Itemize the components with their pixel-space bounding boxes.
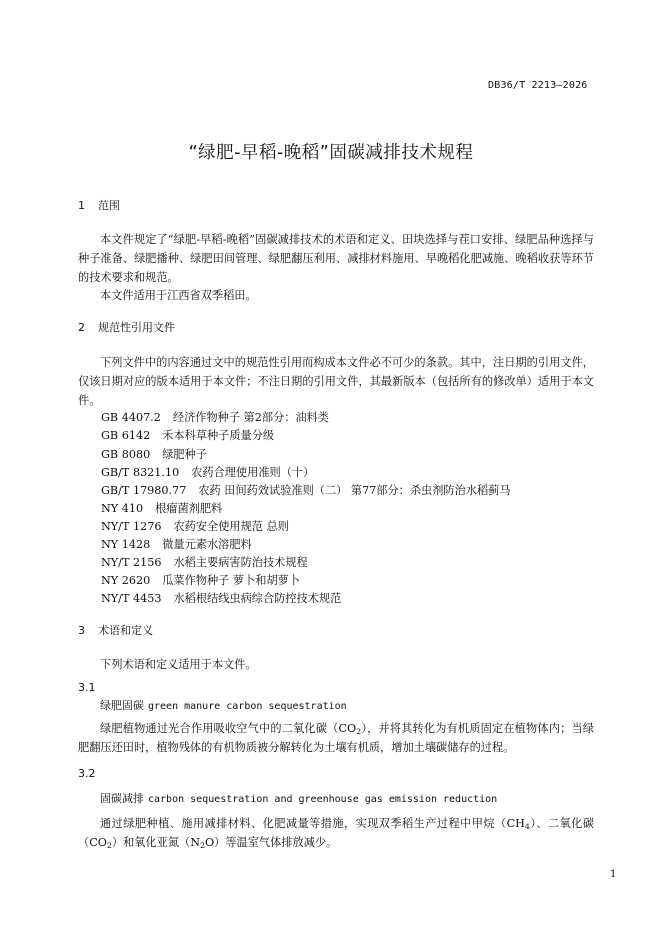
normative-intro: 下列文件中的内容通过文中的规范性引用而构成本文件必不可少的条款。其中，注日期的引用文件，仅该日期对应的版本适用于本文件；不注日期的引用文件，其最新版本（包括所有的修改单）适用于本文件。 (78, 356, 594, 407)
page-title: “绿肥-早稻-晚稻”固碳减排技术规程 (188, 143, 474, 163)
section-number: 1 (78, 199, 85, 212)
terms-intro: 下列术语和定义适用于本文件。 (100, 658, 257, 671)
term-en: green manure carbon sequestration (148, 701, 347, 712)
term-number: 3.1 (78, 681, 96, 694)
reference-code: GB/T 8321.10 (101, 466, 180, 479)
reference-title: 瓜菜作物种子 萝卜和胡萝卜 (162, 574, 301, 587)
term-definition: 绿肥植物通过光合作用吸收空气中的二氧化碳$(CO_2)$，并将其转化为有机质固定在植物体内；当绿肥翻压还田时，植物残体的有机物质被分解转化为土壤有机质，增加土壤碳储存的过程。 (78, 722, 594, 754)
reference-title: 农药 田间药效试验准则（二） 第77部分：杀虫剂防治水稻蓟马 (198, 484, 511, 497)
reference-code: NY 2620 (101, 574, 151, 587)
reference-code: NY/T 4453 (101, 592, 162, 605)
reference-code: GB 8080 (101, 448, 151, 461)
reference-title: 禾本科草种子质量分级 (162, 429, 275, 442)
reference-item (101, 482, 511, 498)
reference-item (101, 427, 274, 443)
term-heading (100, 697, 347, 713)
section-number: 3 (78, 624, 85, 637)
reference-item (101, 590, 341, 606)
section-number: 2 (78, 321, 85, 334)
reference-code: NY 410 (101, 502, 144, 515)
reference-title: 水稻根结线虫病综合防控技术规范 (173, 592, 342, 605)
reference-code: GB 4407.2 (101, 411, 161, 424)
section-title: 范围 (98, 199, 120, 212)
section-title: 规范性引用文件 (98, 321, 175, 334)
reference-item (101, 518, 289, 534)
reference-item (101, 554, 308, 570)
scope-paragraph: 本文件规定了“绿肥-早稻-晚稻”固碳减排技术的术语和定义、田块选择与茬口安排、绿肥品种选择与种子准备、绿肥播种、绿肥田间管理、绿肥翻压利用、减排材料施用、早晚稻化肥减施、晚稻收获等环节的技术要求和规范。 (78, 233, 594, 284)
reference-item (101, 536, 252, 552)
reference-item (101, 446, 207, 462)
term-cn: 绿肥固碳 (100, 699, 144, 712)
scope-applicability: 本文件适用于江西省双季稻田。 (100, 289, 257, 302)
term-cn: 固碳减排 (100, 792, 144, 805)
term-definition: 通过绿肥种植、施用减排材料、化肥减量等措施，实现双季稻生产过程中甲烷$(CH_4)$、二氧化碳$(CO_2)$和氧化亚氮$(N_2O)$等温室气体排放减少。 (78, 817, 594, 850)
reference-item (101, 409, 329, 425)
reference-code: NY 1428 (101, 538, 151, 551)
reference-title: 农药安全使用规范 总则 (173, 520, 289, 533)
reference-title: 经济作物种子 第2部分：油料类 (172, 411, 329, 424)
section-heading-normative (78, 319, 175, 335)
section-heading-terms (78, 622, 153, 638)
reference-title: 根瘤菌剂肥料 (155, 502, 223, 515)
reference-item (101, 464, 314, 480)
term-number: 3.2 (78, 767, 96, 780)
reference-code: NY/T 1276 (101, 520, 162, 533)
term-en: carbon sequestration and greenhouse gas emission reduction (148, 794, 498, 805)
reference-code: NY/T 2156 (101, 556, 162, 569)
section-title: 术语和定义 (98, 624, 153, 637)
reference-item (101, 572, 300, 588)
reference-title: 绿肥种子 (162, 448, 207, 461)
document-number: DB36/T 2213—2026 (488, 80, 588, 91)
reference-title: 农药合理使用准则（十） (191, 466, 315, 479)
term-heading (100, 790, 497, 806)
page-number: 1 (610, 869, 617, 880)
reference-title: 微量元素水溶肥料 (162, 538, 252, 551)
reference-code: GB 6142 (101, 429, 151, 442)
reference-title: 水稻主要病害防治技术规程 (173, 556, 308, 569)
reference-code: GB/T 17980.77 (101, 484, 187, 497)
section-heading-scope (78, 197, 120, 213)
reference-item (101, 500, 222, 516)
